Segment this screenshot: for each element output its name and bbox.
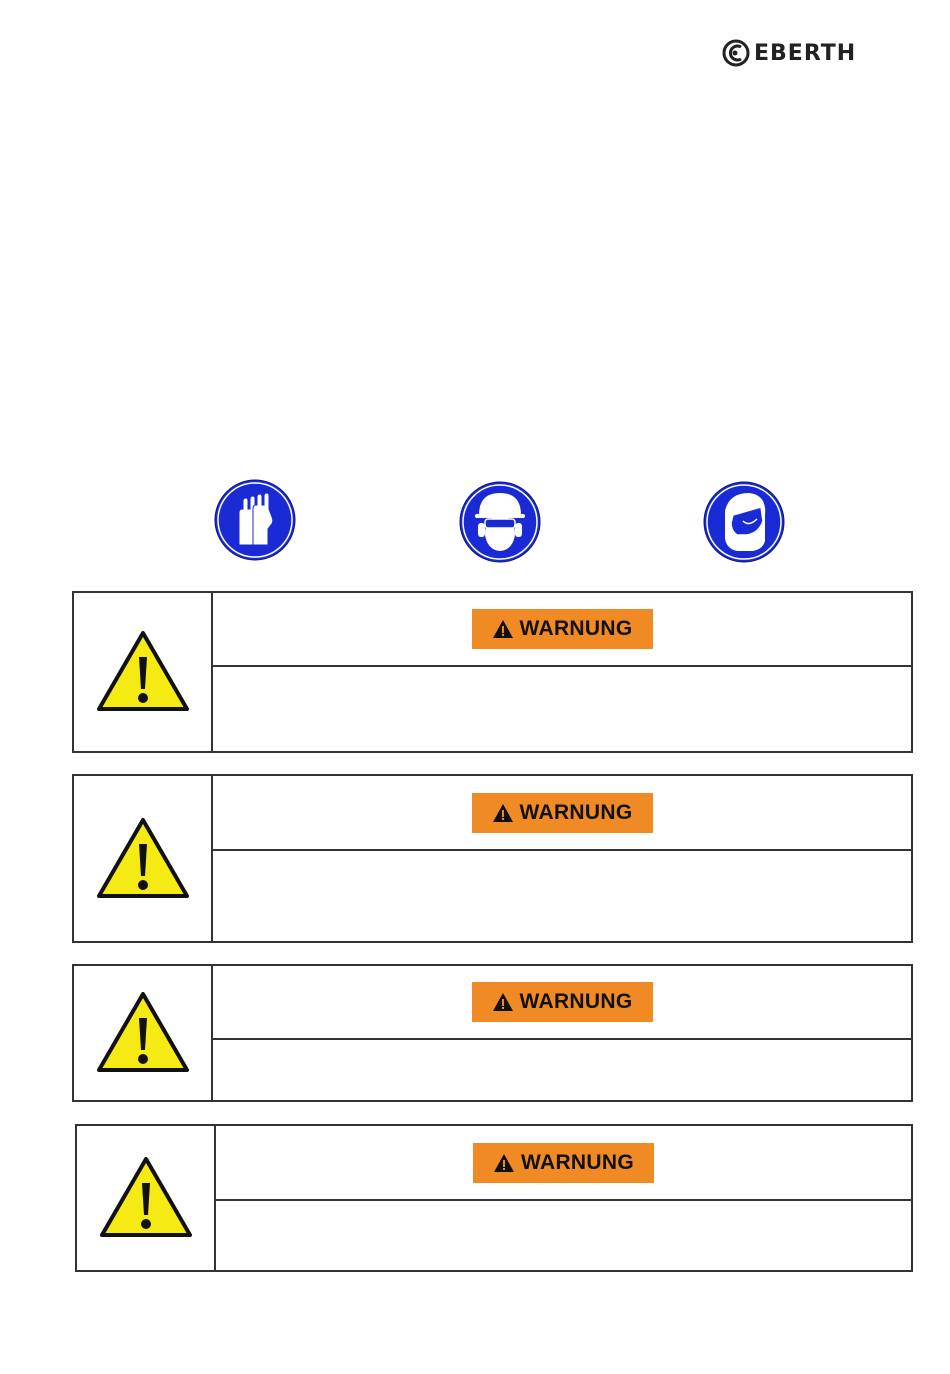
hazard-triangle-icon [95, 816, 191, 902]
warning-body [213, 851, 911, 941]
warning-badge [472, 609, 653, 649]
hazard-cell [74, 966, 213, 1100]
warning-header [216, 1126, 911, 1201]
warning-triangle-icon [492, 992, 514, 1012]
warning-label: WARNUNG [519, 617, 633, 640]
warning-badge [472, 982, 653, 1022]
hazard-triangle-icon [98, 1155, 194, 1241]
warning-header [213, 776, 911, 851]
warning-triangle-icon [492, 619, 514, 639]
dust-mask-icon [703, 481, 785, 563]
warning-triangle-icon [492, 803, 514, 823]
gloves-icon [214, 479, 296, 561]
warning-box [72, 591, 913, 753]
warning-body [216, 1201, 911, 1270]
warning-header [213, 593, 911, 667]
warning-body [213, 1040, 911, 1100]
warning-header [213, 966, 911, 1040]
brand-logo [722, 37, 856, 69]
warning-body [213, 667, 911, 751]
hazard-cell [74, 593, 213, 751]
warning-label: WARNUNG [521, 1150, 634, 1174]
warning-box [75, 1124, 913, 1272]
warning-triangle-icon [493, 1153, 515, 1173]
hazard-triangle-icon [95, 629, 191, 715]
brand-name: EBERTH [754, 40, 857, 66]
hazard-cell [77, 1126, 216, 1270]
warning-box [72, 964, 913, 1102]
warning-box [72, 774, 913, 943]
hazard-cell [74, 776, 213, 941]
eberth-logo-icon [722, 39, 750, 67]
warning-label: WARNUNG [519, 800, 633, 824]
helmet-goggles-earmuffs-icon [459, 481, 541, 563]
warning-label: WARNUNG [519, 990, 633, 1013]
hazard-triangle-icon [95, 990, 191, 1076]
warning-badge [473, 1143, 654, 1183]
warning-badge [472, 793, 653, 833]
